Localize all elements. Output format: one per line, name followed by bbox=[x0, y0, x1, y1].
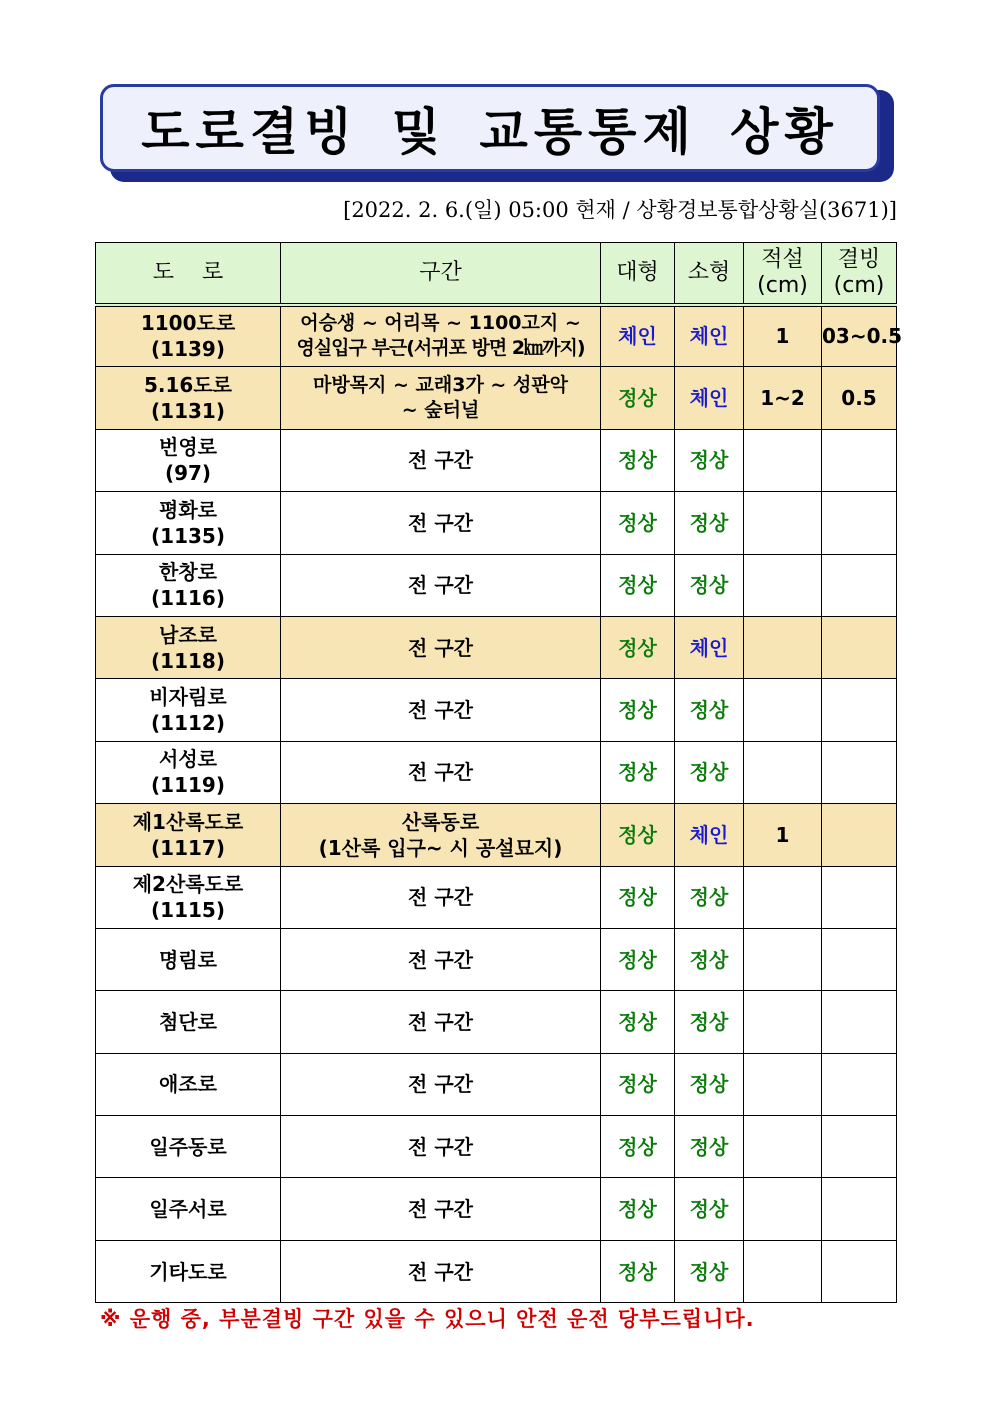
small-vehicle-status: 정상 bbox=[675, 741, 744, 803]
table-row bbox=[96, 429, 897, 491]
snow-depth bbox=[744, 866, 822, 928]
report-timestamp: [2022. 2. 6.(일) 05:00 현재 / 상황경보통합상황실(3671)] bbox=[343, 198, 897, 222]
road-status-table bbox=[95, 242, 903, 1303]
large-vehicle-status: 정상 bbox=[601, 554, 675, 616]
large-vehicle-status: 체인 bbox=[601, 305, 675, 367]
header-section: 구간 bbox=[281, 243, 601, 305]
road-name-cell: 첨단로 bbox=[96, 991, 281, 1053]
table-row bbox=[96, 991, 897, 1053]
road-name-cell: 5.16도로 (1131) bbox=[96, 367, 281, 429]
header-large: 대형 bbox=[601, 243, 675, 305]
large-vehicle-status: 정상 bbox=[601, 1053, 675, 1115]
ice-depth: 0.5 bbox=[822, 367, 897, 429]
road-name-cell: 남조로 (1118) bbox=[96, 616, 281, 678]
snow-depth bbox=[744, 554, 822, 616]
section-cell: 어승생 ~ 어리목 ~ 1100고지 ~ 영실입구 부근(서귀포 방면 2㎞까지) bbox=[281, 305, 601, 367]
table-row bbox=[96, 616, 897, 678]
ice-depth: 03~0.5 bbox=[822, 305, 897, 367]
small-vehicle-status: 정상 bbox=[675, 554, 744, 616]
ice-depth bbox=[822, 1116, 897, 1178]
snow-depth bbox=[744, 1053, 822, 1115]
small-vehicle-status: 정상 bbox=[675, 1240, 744, 1302]
section-cell: 전 구간 bbox=[281, 616, 601, 678]
road-name-cell: 평화로 (1135) bbox=[96, 492, 281, 554]
small-vehicle-status: 정상 bbox=[675, 1116, 744, 1178]
snow-depth bbox=[744, 429, 822, 491]
small-vehicle-status: 정상 bbox=[675, 866, 744, 928]
section-cell: 전 구간 bbox=[281, 429, 601, 491]
section-cell: 마방목지 ~ 교래3가 ~ 성판악 ~ 숲터널 bbox=[281, 367, 601, 429]
road-name-cell: 기타도로 bbox=[96, 1240, 281, 1302]
ice-depth bbox=[822, 866, 897, 928]
table-row bbox=[96, 1116, 897, 1178]
section-cell: 전 구간 bbox=[281, 1116, 601, 1178]
ice-depth bbox=[822, 1053, 897, 1115]
small-vehicle-status: 체인 bbox=[675, 367, 744, 429]
table-row bbox=[96, 1178, 897, 1240]
small-vehicle-status: 정상 bbox=[675, 1053, 744, 1115]
section-cell: 전 구간 bbox=[281, 741, 601, 803]
large-vehicle-status: 정상 bbox=[601, 1116, 675, 1178]
ice-depth bbox=[822, 492, 897, 554]
small-vehicle-status: 정상 bbox=[675, 991, 744, 1053]
large-vehicle-status: 정상 bbox=[601, 804, 675, 866]
large-vehicle-status: 정상 bbox=[601, 367, 675, 429]
snow-depth bbox=[744, 616, 822, 678]
snow-depth bbox=[744, 928, 822, 990]
table-row bbox=[96, 804, 897, 866]
small-vehicle-status: 정상 bbox=[675, 1178, 744, 1240]
road-name-cell: 1100도로 (1139) bbox=[96, 305, 281, 367]
section-cell: 전 구간 bbox=[281, 928, 601, 990]
header-ice: 결빙 (cm) bbox=[822, 243, 897, 305]
title-box bbox=[100, 84, 880, 172]
road-name-cell: 제2산록도로 (1115) bbox=[96, 866, 281, 928]
small-vehicle-status: 정상 bbox=[675, 492, 744, 554]
table-row bbox=[96, 866, 897, 928]
road-name-cell: 일주서로 bbox=[96, 1178, 281, 1240]
large-vehicle-status: 정상 bbox=[601, 866, 675, 928]
header-small: 소형 bbox=[675, 243, 744, 305]
large-vehicle-status: 정상 bbox=[601, 928, 675, 990]
header-road: 도 로 bbox=[96, 243, 281, 305]
table-header-row bbox=[96, 243, 897, 305]
small-vehicle-status: 정상 bbox=[675, 928, 744, 990]
section-cell: 전 구간 bbox=[281, 679, 601, 741]
ice-depth bbox=[822, 991, 897, 1053]
large-vehicle-status: 정상 bbox=[601, 1178, 675, 1240]
section-cell: 산록동로 (1산록 입구~ 시 공설묘지) bbox=[281, 804, 601, 866]
table-row bbox=[96, 1053, 897, 1115]
small-vehicle-status: 체인 bbox=[675, 305, 744, 367]
safety-notice: ※ 운행 중, 부분결빙 구간 있을 수 있으니 안전 운전 당부드립니다. bbox=[100, 1307, 755, 1331]
table-row bbox=[96, 928, 897, 990]
ice-depth bbox=[822, 429, 897, 491]
snow-depth: 1~2 bbox=[744, 367, 822, 429]
large-vehicle-status: 정상 bbox=[601, 741, 675, 803]
snow-depth bbox=[744, 492, 822, 554]
ice-depth bbox=[822, 554, 897, 616]
snow-depth bbox=[744, 1116, 822, 1178]
road-name-cell: 번영로 (97) bbox=[96, 429, 281, 491]
road-name-cell: 명림로 bbox=[96, 928, 281, 990]
large-vehicle-status: 정상 bbox=[601, 679, 675, 741]
ice-depth bbox=[822, 804, 897, 866]
section-cell: 전 구간 bbox=[281, 866, 601, 928]
small-vehicle-status: 체인 bbox=[675, 804, 744, 866]
small-vehicle-status: 정상 bbox=[675, 679, 744, 741]
ice-depth bbox=[822, 1178, 897, 1240]
header-snow: 적설 (cm) bbox=[744, 243, 822, 305]
ice-depth bbox=[822, 928, 897, 990]
section-cell: 전 구간 bbox=[281, 492, 601, 554]
snow-depth: 1 bbox=[744, 804, 822, 866]
road-name-cell: 일주동로 bbox=[96, 1116, 281, 1178]
ice-depth bbox=[822, 741, 897, 803]
section-cell: 전 구간 bbox=[281, 1240, 601, 1302]
road-name-cell: 비자림로 (1112) bbox=[96, 679, 281, 741]
table-row bbox=[96, 679, 897, 741]
section-cell: 전 구간 bbox=[281, 554, 601, 616]
snow-depth bbox=[744, 1240, 822, 1302]
snow-depth: 1 bbox=[744, 305, 822, 367]
ice-depth bbox=[822, 679, 897, 741]
ice-depth bbox=[822, 616, 897, 678]
snow-depth bbox=[744, 991, 822, 1053]
large-vehicle-status: 정상 bbox=[601, 991, 675, 1053]
snow-depth bbox=[744, 741, 822, 803]
ice-depth bbox=[822, 1240, 897, 1302]
section-cell: 전 구간 bbox=[281, 991, 601, 1053]
table-row bbox=[96, 492, 897, 554]
large-vehicle-status: 정상 bbox=[601, 492, 675, 554]
road-name-cell: 한창로 (1116) bbox=[96, 554, 281, 616]
large-vehicle-status: 정상 bbox=[601, 1240, 675, 1302]
road-name-cell: 제1산록도로 (1117) bbox=[96, 804, 281, 866]
table-row bbox=[96, 1240, 897, 1302]
page-title: 도로결빙 및 교통통제 상황 bbox=[141, 103, 839, 161]
table-row bbox=[96, 554, 897, 616]
table-row bbox=[96, 741, 897, 803]
snow-depth bbox=[744, 679, 822, 741]
snow-depth bbox=[744, 1178, 822, 1240]
road-name-cell: 서성로 (1119) bbox=[96, 741, 281, 803]
large-vehicle-status: 정상 bbox=[601, 616, 675, 678]
small-vehicle-status: 체인 bbox=[675, 616, 744, 678]
table-row bbox=[96, 367, 897, 429]
section-cell: 전 구간 bbox=[281, 1053, 601, 1115]
section-cell: 전 구간 bbox=[281, 1178, 601, 1240]
small-vehicle-status: 정상 bbox=[675, 429, 744, 491]
table-row bbox=[96, 305, 897, 367]
road-name-cell: 애조로 bbox=[96, 1053, 281, 1115]
large-vehicle-status: 정상 bbox=[601, 429, 675, 491]
